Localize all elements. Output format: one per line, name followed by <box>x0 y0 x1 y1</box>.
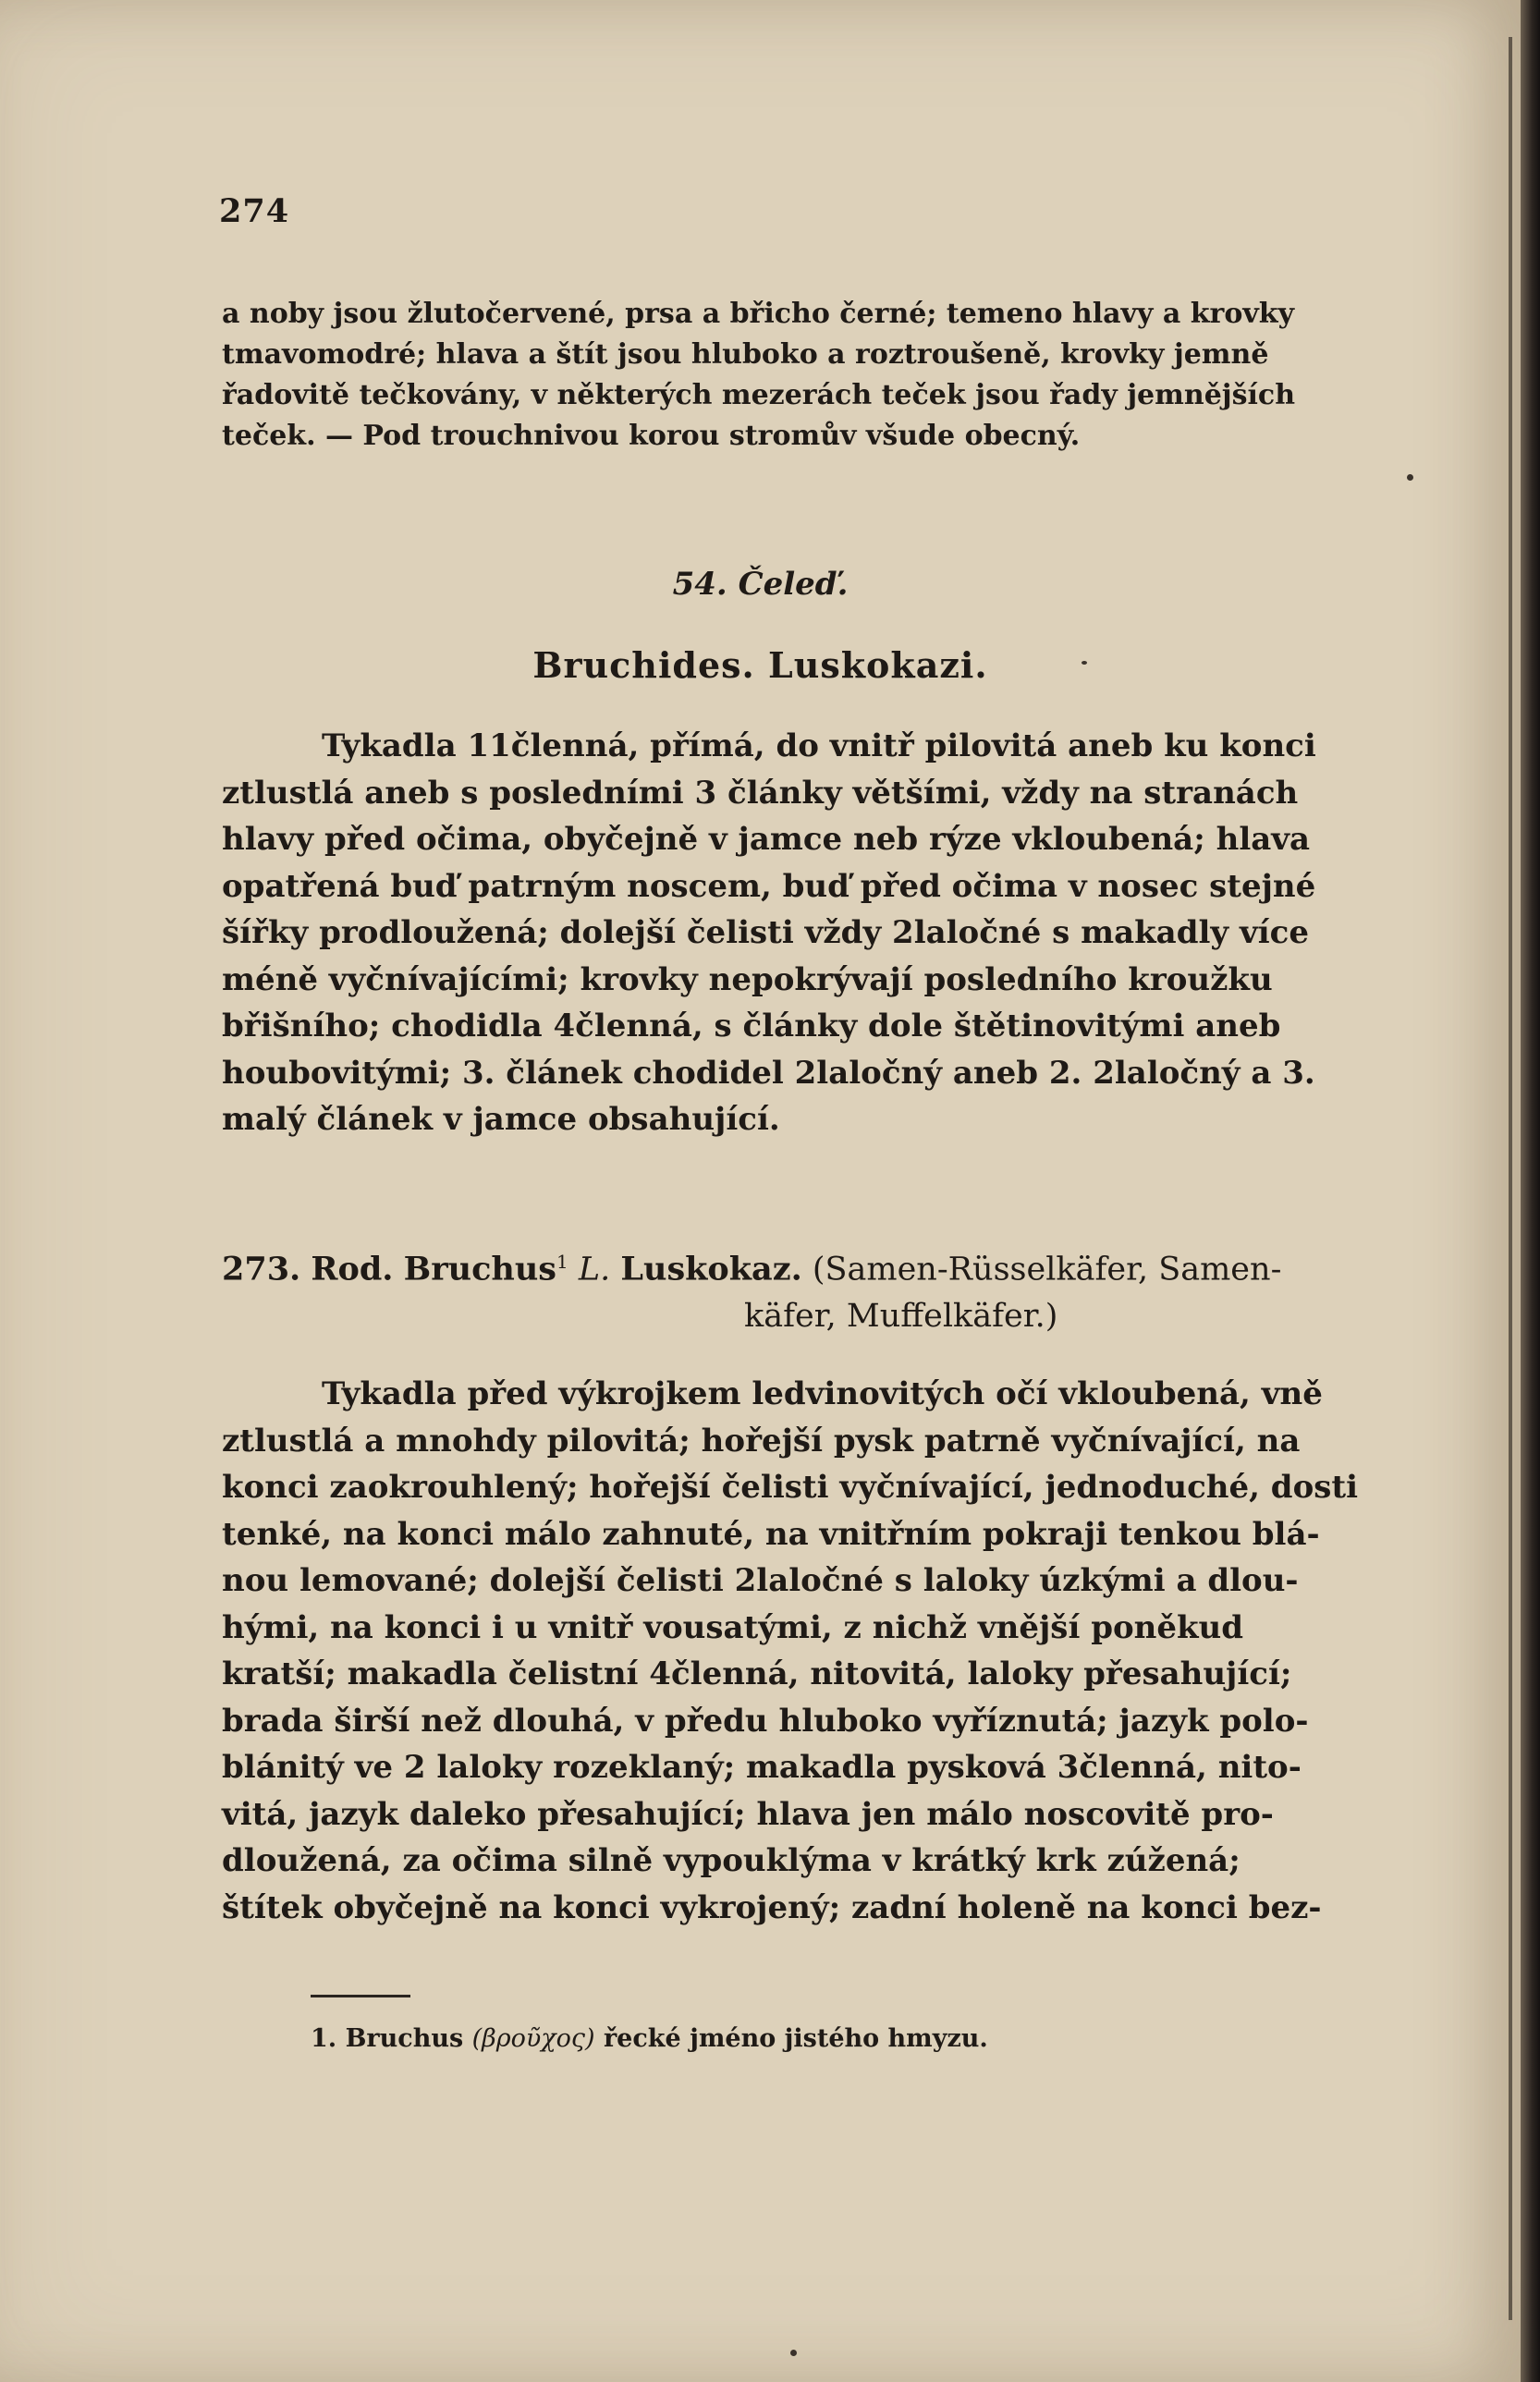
page-number: 274 <box>219 192 290 230</box>
text-line: dloužená, za očima silně vypouklýma v krátký krk zúžená; <box>222 1842 1241 1879</box>
genus-description <box>222 1371 1377 1931</box>
paper-speck <box>790 2350 797 2356</box>
page-edge-line <box>1509 37 1512 2320</box>
genus-number: 273. <box>222 1250 301 1289</box>
text-line: malý článek v jamce obsahující. <box>222 1101 780 1138</box>
footnote-divider <box>311 1995 410 1997</box>
text-line: ztlustlá aneb s posledními 3 články většími, vždy na stranách <box>222 774 1299 812</box>
paper-speck <box>1082 661 1087 665</box>
text-line: blánitý ve 2 laloky rozeklaný; makadla pysková 3členná, nito- <box>222 1749 1302 1786</box>
genus-heading <box>222 1239 1377 1339</box>
paper-speck <box>1407 474 1413 481</box>
genus-czech-name: Luskokaz. <box>620 1250 802 1289</box>
genus-rank: Rod. <box>311 1250 394 1289</box>
footnote-text: řecké jméno jistého hmyzu. <box>603 2024 988 2053</box>
text-line: tmavomodré; hlava a štít jsou hluboko a roztroušeně, krovky jemně <box>222 338 1269 371</box>
text-line: a noby jsou žlutočervené, prsa a břicho černé; temeno hlavy a krovky <box>222 298 1294 330</box>
text-line: kratší; makadla čelistní 4členná, nitovitá, laloky přesahující; <box>222 1655 1292 1692</box>
text-line: brada širší než dlouhá, v předu hluboko vyříznutá; jazyk polo- <box>222 1702 1309 1740</box>
footnote <box>311 2024 988 2053</box>
genus-german-names: (Samen-Rüsselkäfer, Samen- <box>812 1251 1282 1289</box>
text-line: hlavy před očima, obyčejně v jamce neb rýze vkloubená; hlava <box>222 821 1311 858</box>
text-line: štítek obyčejně na konci vykrojený; zadní holeně na konci bez- <box>222 1888 1322 1926</box>
family-description <box>222 723 1377 1143</box>
genus-author: L. <box>578 1251 611 1289</box>
book-binding-edge <box>1521 0 1540 2382</box>
family-number: 54. Čeleď. <box>672 566 849 603</box>
family-name: Bruchides. Luskokazi. <box>532 644 988 686</box>
text-line: hými, na konci i u vnitř vousatými, z nichž vnější poněkud <box>222 1608 1244 1646</box>
footnote-number: 1. <box>311 2024 337 2053</box>
text-line: řadovitě tečkovány, v některých mezerách teček jsou řady jemnějších <box>222 379 1296 411</box>
footnote-term: Bruchus <box>345 2024 464 2053</box>
text-line: nou lemované; dolejší čelisti 2laločné s laloky úzkými a dlou- <box>222 1562 1299 1599</box>
footnote-mark: 1 <box>556 1251 568 1273</box>
text-line: šířky prodloužená; dolejší čelisti vždy 2laločné s makadly více <box>222 914 1309 951</box>
text-line: houbovitými; 3. článek chodidel 2laločný aneb 2. 2laločný a 3. <box>222 1054 1315 1092</box>
text-line: tenké, na konci málo zahnuté, na vnitřním pokraji tenkou blá- <box>222 1515 1320 1553</box>
text-line: Tykadla před výkrojkem ledvinovitých očí vkloubená, vně <box>322 1375 1323 1412</box>
intro-paragraph <box>222 294 1377 457</box>
text-line: břišního; chodidla 4členná, s články dole štětinovitými aneb <box>222 1008 1281 1044</box>
text-line: ztlustlá a mnohdy pilovitá; hořejší pysk patrně vyčnívající, na <box>222 1422 1301 1460</box>
text-line: opatřená buď patrným noscem, buď před očima v nosec stejné <box>222 867 1316 905</box>
text-line: konci zaokrouhlený; hořejší čelisti vyčnívající, jednoduché, dosti <box>222 1469 1359 1506</box>
footnote-greek: (βροῦχος) <box>471 2024 595 2053</box>
genus-german-names-cont: käfer, Muffelkäfer.) <box>744 1297 1058 1335</box>
genus-name: Bruchus <box>403 1250 557 1289</box>
text-line: vitá, jazyk daleko přesahující; hlava jen málo noscovitě pro- <box>222 1795 1274 1833</box>
text-line: Tykadla 11členná, přímá, do vnitř pilovitá aneb ku konci <box>322 727 1316 764</box>
text-line: teček. — Pod trouchnivou korou stromův všude obecný. <box>222 420 1081 452</box>
text-line: méně vyčnívajícími; krovky nepokrývají posledního kroužku <box>222 960 1273 998</box>
